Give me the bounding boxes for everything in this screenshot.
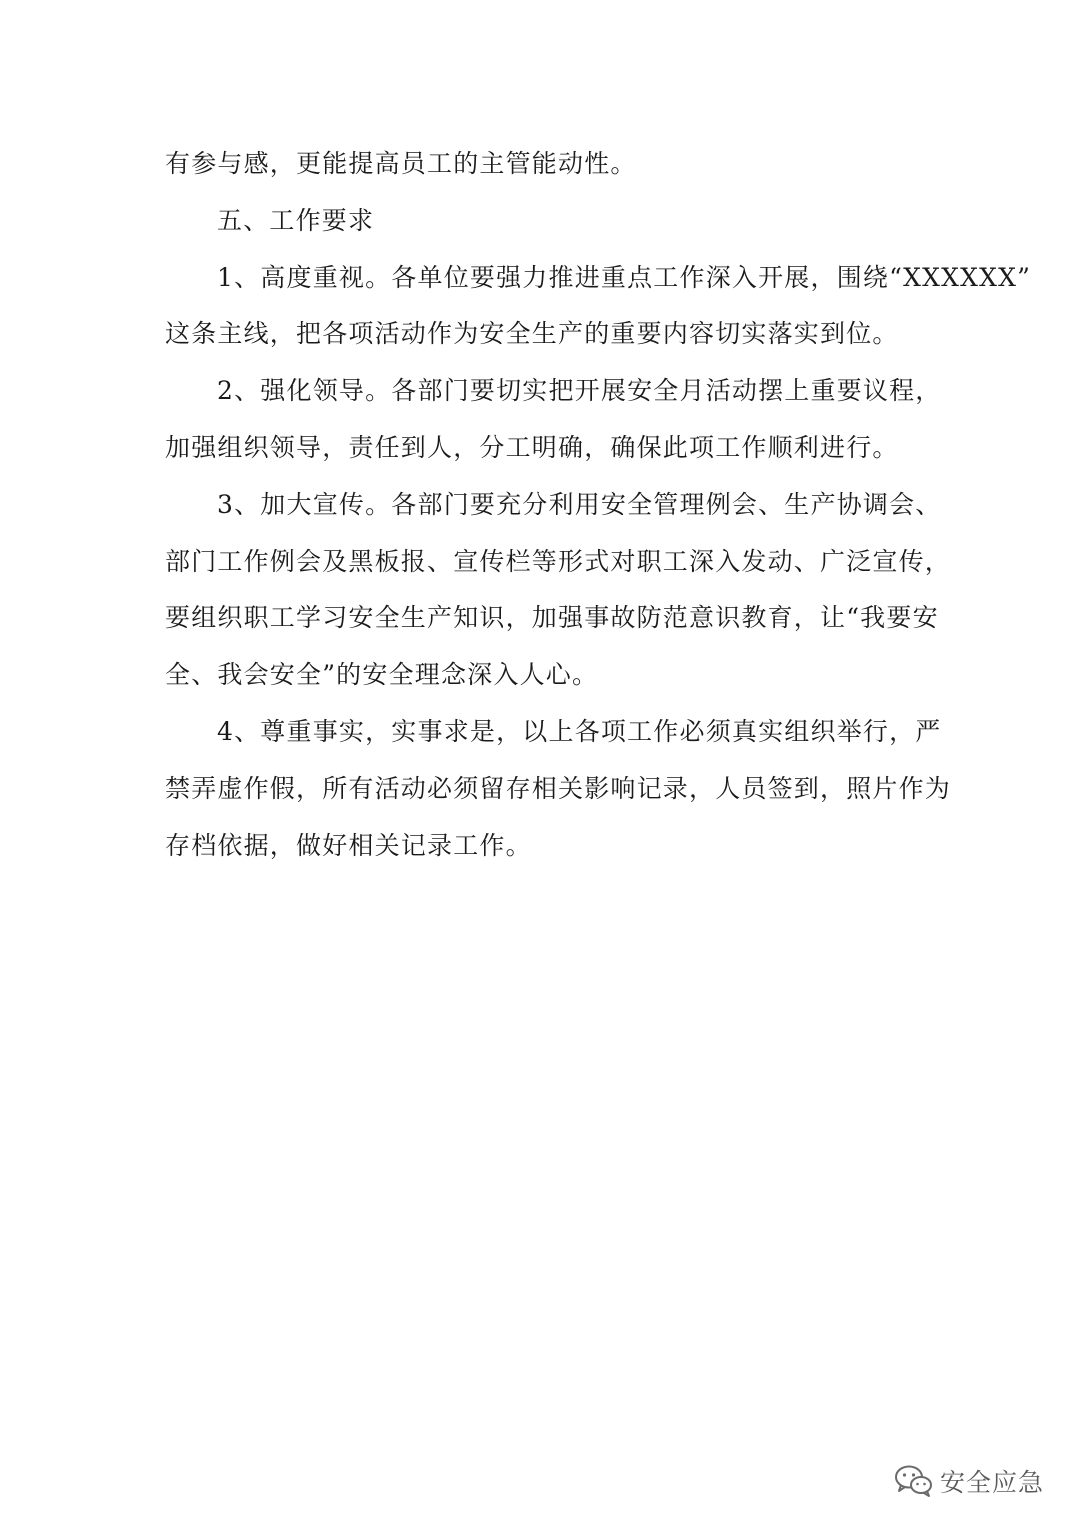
document-body — [165, 136, 1032, 874]
watermark — [894, 1463, 1044, 1499]
body-line: 2、强化领导。各部门要切实把开展安全月活动摆上重要议程， — [217, 376, 942, 406]
body-line: 禁弄虚作假，所有活动必须留存相关影响记录，人员签到，照片作为 — [165, 773, 952, 803]
body-line: 3、加大宣传。各部门要充分利用安全管理例会、生产协调会、 — [217, 489, 942, 519]
body-line: 全、我会安全”的安全理念深入人心。 — [165, 660, 599, 690]
body-line: 这条主线，把各项活动作为安全生产的重要内容切实落实到位。 — [165, 319, 899, 349]
body-line: 要组织职工学习安全生产知识，加强事故防范意识教育，让“我要安 — [165, 603, 939, 633]
section-heading: 五、工作要求 — [217, 205, 375, 235]
wechat-icon — [894, 1464, 934, 1498]
watermark-text: 安全应急 — [939, 1468, 1044, 1497]
body-line: 1、高度重视。各单位要强力推进重点工作深入开展，围绕“XXXXXX” — [217, 262, 1032, 292]
body-line: 部门工作例会及黑板报、宣传栏等形式对职工深入发动、广泛宣传， — [165, 546, 952, 576]
body-line: 存档依据，做好相关记录工作。 — [165, 830, 532, 860]
body-line: 4、尊重事实，实事求是，以上各项工作必须真实组织举行，严 — [217, 716, 942, 746]
body-line: 加强组织领导，责任到人，分工明确，确保此项工作顺利进行。 — [165, 432, 899, 462]
body-line: 有参与感，更能提高员工的主管能动性。 — [165, 149, 637, 178]
